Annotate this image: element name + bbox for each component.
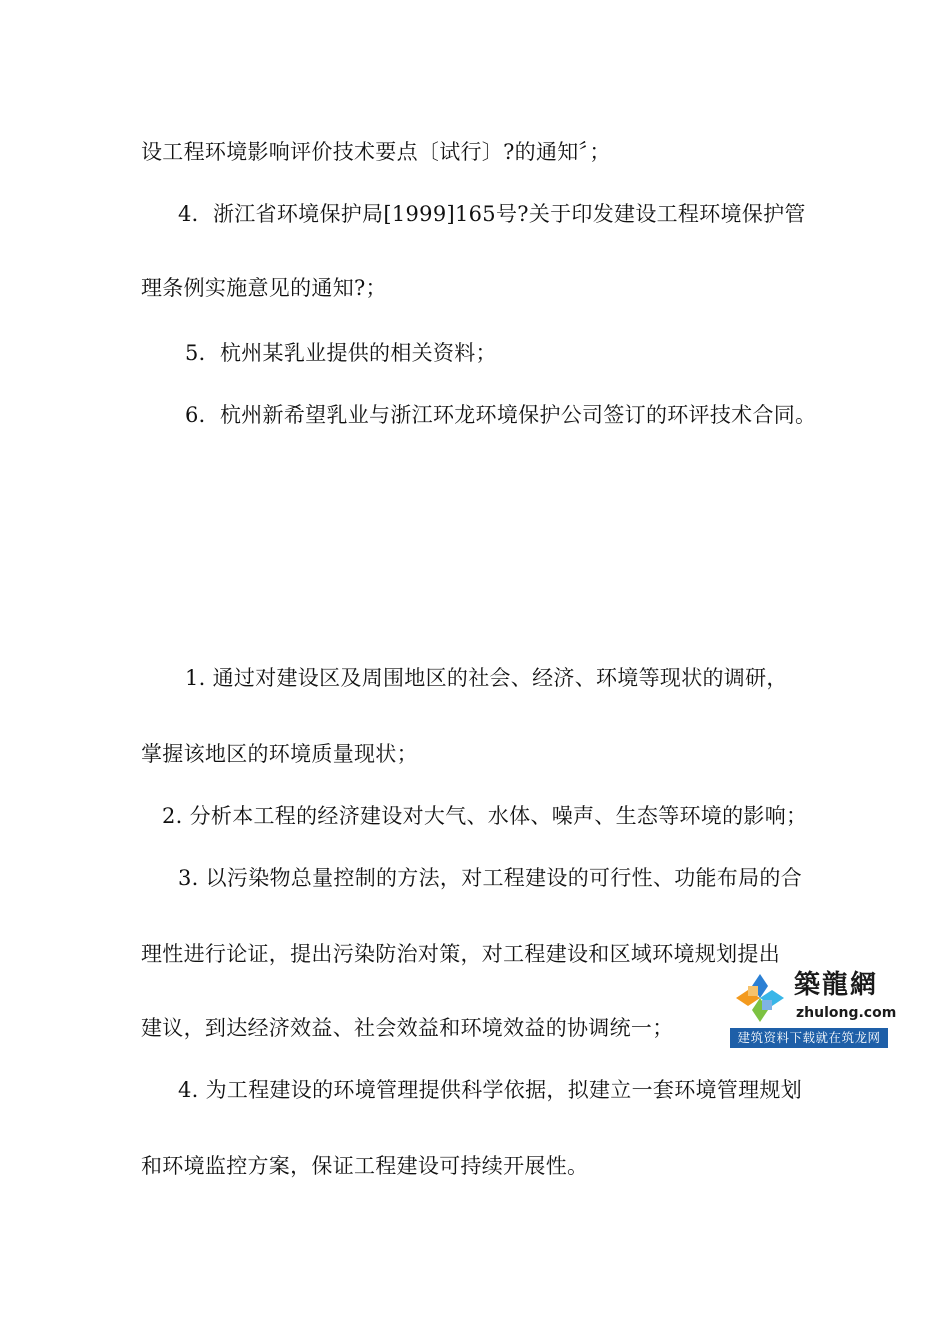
text-line-9: 3. 以污染物总量控制的方法，对工程建设的可行性、功能布局的合: [178, 866, 803, 890]
text-line-12: 4. 为工程建设的环境管理提供科学依据，拟建立一套环境管理规划: [178, 1078, 803, 1102]
watermark-name: 築龍網: [794, 970, 879, 1000]
text-line-1: 设工程环境影响评价技术要点〔试行〕?的通知〞；: [141, 140, 611, 164]
text-line-11: 建议，到达经济效益、社会效益和环境效益的协调统一；: [141, 1016, 674, 1040]
text-line-10: 理性进行论证，提出污染防治对策，对工程建设和区域环境规划提出: [141, 942, 780, 966]
text-line-4: 5．杭州某乳业提供的相关资料；: [185, 341, 497, 365]
zhulong-logo-icon: [732, 970, 788, 1026]
watermark-domain: zhulong.com: [796, 1005, 897, 1021]
text-line-13: 和环境监控方案，保证工程建设可持续开展性。: [141, 1154, 589, 1178]
watermark-slogan: 建筑资料下载就在筑龙网: [730, 1028, 888, 1048]
zhulong-watermark: [730, 968, 897, 1048]
text-line-5: 6．杭州新希望乳业与浙江环龙环境保护公司签订的环评技术合同。: [185, 403, 817, 427]
text-line-8: 2. 分析本工程的经济建设对大气、水体、噪声、生态等环境的影响；: [162, 804, 808, 828]
text-line-6: 1. 通过对建设区及周围地区的社会、经济、环境等现状的调研，: [185, 666, 788, 690]
text-line-7: 掌握该地区的环境质量现状；: [141, 742, 418, 766]
text-line-2: 4．浙江省环境保护局[1999]165号?关于印发建设工程环境保护管: [178, 202, 806, 226]
text-line-3: 理条例实施意见的通知?；: [141, 276, 387, 300]
watermark-header: [730, 968, 897, 1028]
